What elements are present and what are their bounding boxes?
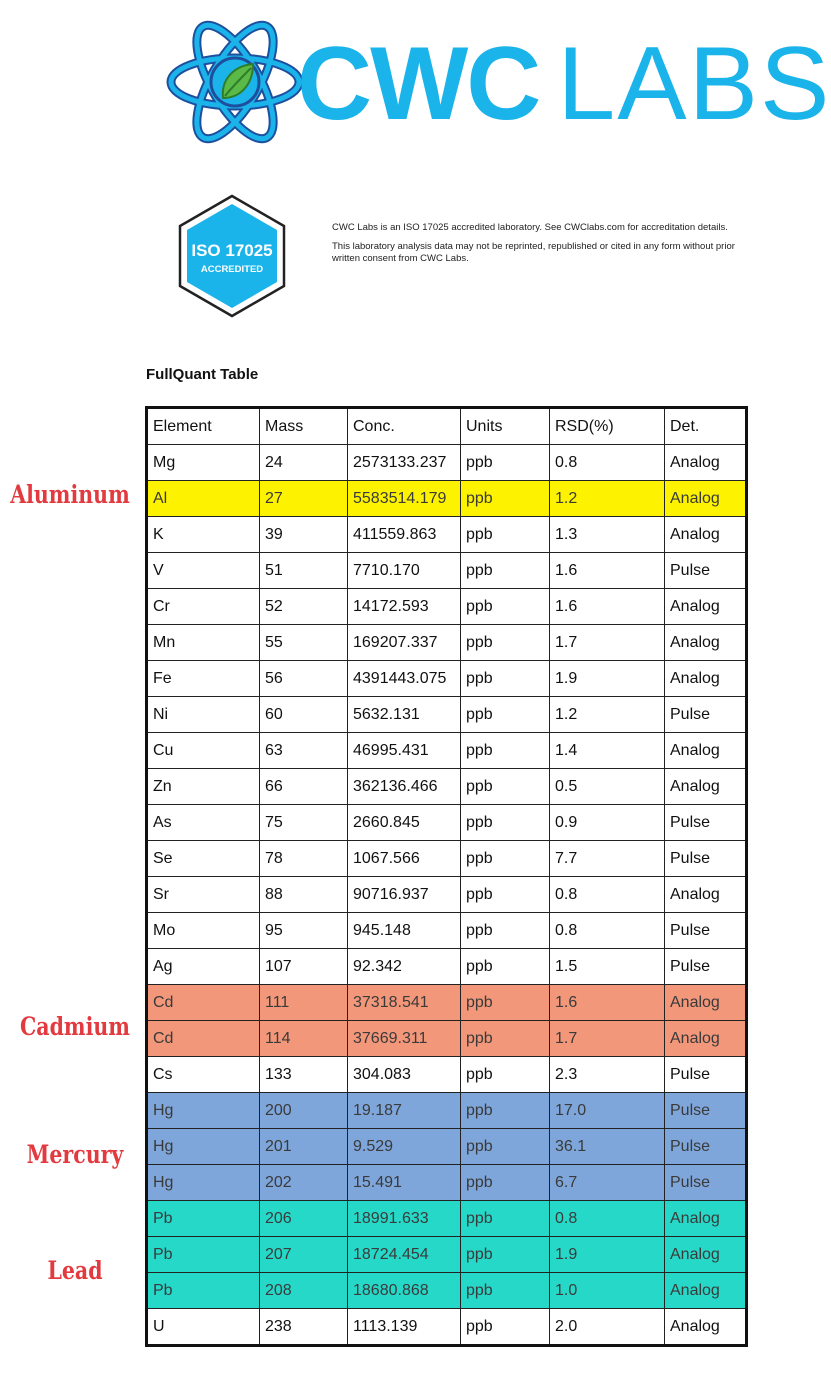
table-cell: 18991.633: [348, 1201, 461, 1237]
table-cell: 5583514.179: [348, 481, 461, 517]
table-row: [147, 697, 747, 733]
table-cell: 46995.431: [348, 733, 461, 769]
table-cell: 1.3: [550, 517, 665, 553]
table-cell: 24: [260, 445, 348, 481]
table-cell: Analog: [665, 481, 747, 517]
table-cell: 111: [260, 985, 348, 1021]
cwc-labs-logo: [165, 10, 831, 160]
table-cell: 0.9: [550, 805, 665, 841]
table-cell: Ni: [147, 697, 260, 733]
table-cell: 18680.868: [348, 1273, 461, 1309]
badge-line2: ACCREDITED: [200, 264, 264, 275]
table-cell: 1.0: [550, 1273, 665, 1309]
table-cell: ppb: [461, 733, 550, 769]
table-cell: Pulse: [665, 949, 747, 985]
table-cell: 2.0: [550, 1309, 665, 1346]
column-header: Units: [461, 408, 550, 445]
table-cell: ppb: [461, 877, 550, 913]
accreditation-notice: [332, 222, 752, 272]
table-cell: Analog: [665, 985, 747, 1021]
table-cell: 1.4: [550, 733, 665, 769]
table-cell: 1.7: [550, 1021, 665, 1057]
table-row: [147, 1201, 747, 1237]
table-cell: 36.1: [550, 1129, 665, 1165]
table-row: [147, 625, 747, 661]
column-header: Det.: [665, 408, 747, 445]
table-cell: Analog: [665, 1201, 747, 1237]
table-cell: Cr: [147, 589, 260, 625]
table-cell: Pulse: [665, 1165, 747, 1201]
table-cell: Analog: [665, 1237, 747, 1273]
table-cell: 56: [260, 661, 348, 697]
table-cell: ppb: [461, 805, 550, 841]
annotation-lead: [14, 1256, 137, 1285]
table-cell: Cu: [147, 733, 260, 769]
annotation-cadmium-text: Cadmium: [19, 1012, 131, 1041]
table-cell: 169207.337: [348, 625, 461, 661]
table-cell: Pulse: [665, 1057, 747, 1093]
table-cell: Pulse: [665, 553, 747, 589]
table-cell: 88: [260, 877, 348, 913]
table-cell: 0.8: [550, 445, 665, 481]
brand-main: CWC: [297, 26, 540, 142]
table-cell: ppb: [461, 517, 550, 553]
table-cell: Pulse: [665, 805, 747, 841]
table-cell: ppb: [461, 949, 550, 985]
fullquant-table: [145, 406, 748, 1347]
annotation-aluminum-text: Aluminum: [10, 480, 130, 509]
table-cell: Pb: [147, 1237, 260, 1273]
table-cell: 202: [260, 1165, 348, 1201]
table-cell: Pulse: [665, 1093, 747, 1129]
table-row: [147, 1165, 747, 1201]
annotation-cadmium: [14, 1012, 137, 1041]
table-row: [147, 913, 747, 949]
table-cell: 0.8: [550, 1201, 665, 1237]
table-cell: 0.5: [550, 769, 665, 805]
table-cell: 6.7: [550, 1165, 665, 1201]
table-cell: Analog: [665, 733, 747, 769]
table-cell: ppb: [461, 589, 550, 625]
table-cell: 945.148: [348, 913, 461, 949]
notice-line-2: This laboratory analysis data may not be reprinted, republished or cited in any form without prior written consent from CWC Labs.: [332, 241, 735, 264]
table-cell: Se: [147, 841, 260, 877]
table-cell: Mo: [147, 913, 260, 949]
hexagon-badge-icon: [176, 194, 288, 318]
table-cell: 114: [260, 1021, 348, 1057]
annotation-mercury-text: Mercury: [26, 1140, 124, 1169]
table-cell: 7710.170: [348, 553, 461, 589]
table-cell: ppb: [461, 1309, 550, 1346]
table-row: [147, 769, 747, 805]
table-cell: 92.342: [348, 949, 461, 985]
table-cell: ppb: [461, 1129, 550, 1165]
table-cell: 19.187: [348, 1093, 461, 1129]
table-cell: Analog: [665, 1309, 747, 1346]
table-cell: 2660.845: [348, 805, 461, 841]
table-cell: Pulse: [665, 913, 747, 949]
table-cell: 14172.593: [348, 589, 461, 625]
table-cell: 95: [260, 913, 348, 949]
table-cell: 4391443.075: [348, 661, 461, 697]
table-cell: 0.8: [550, 877, 665, 913]
table-cell: Mg: [147, 445, 260, 481]
brand-wordmark: [297, 26, 831, 142]
table-cell: Pulse: [665, 1129, 747, 1165]
table-cell: 55: [260, 625, 348, 661]
table-cell: Cd: [147, 985, 260, 1021]
table-cell: ppb: [461, 1057, 550, 1093]
table-cell: 75: [260, 805, 348, 841]
table-row: [147, 985, 747, 1021]
table-cell: Pulse: [665, 697, 747, 733]
table-cell: 1.6: [550, 553, 665, 589]
table-cell: ppb: [461, 841, 550, 877]
table-cell: Al: [147, 481, 260, 517]
table-cell: 39: [260, 517, 348, 553]
table-cell: Analog: [665, 769, 747, 805]
table-title: FullQuant Table: [146, 366, 259, 383]
table-cell: 1113.139: [348, 1309, 461, 1346]
column-header: Conc.: [348, 408, 461, 445]
table-cell: 200: [260, 1093, 348, 1129]
table-row: [147, 481, 747, 517]
table-cell: 5632.131: [348, 697, 461, 733]
table-cell: Analog: [665, 1273, 747, 1309]
table-row: [147, 517, 747, 553]
table-cell: Pb: [147, 1201, 260, 1237]
table-cell: ppb: [461, 553, 550, 589]
table-cell: 52: [260, 589, 348, 625]
table-cell: ppb: [461, 985, 550, 1021]
table-cell: ppb: [461, 697, 550, 733]
table-cell: Analog: [665, 1021, 747, 1057]
table-cell: 37318.541: [348, 985, 461, 1021]
table-cell: ppb: [461, 1201, 550, 1237]
table-cell: 107: [260, 949, 348, 985]
column-header: Element: [147, 408, 260, 445]
table-header-row: [147, 408, 747, 445]
table-row: [147, 1057, 747, 1093]
table-cell: 1.2: [550, 481, 665, 517]
table-cell: Sr: [147, 877, 260, 913]
table-row: [147, 1129, 747, 1165]
table-row: [147, 733, 747, 769]
table-cell: 15.491: [348, 1165, 461, 1201]
table-cell: 1.5: [550, 949, 665, 985]
table-cell: As: [147, 805, 260, 841]
table-cell: Analog: [665, 661, 747, 697]
table-row: [147, 1309, 747, 1346]
table-cell: ppb: [461, 481, 550, 517]
table-cell: K: [147, 517, 260, 553]
brand-sub: LABS: [557, 26, 831, 142]
table-cell: Analog: [665, 517, 747, 553]
table-row: [147, 1237, 747, 1273]
table-cell: Zn: [147, 769, 260, 805]
table-cell: 208: [260, 1273, 348, 1309]
table-cell: 9.529: [348, 1129, 461, 1165]
table-cell: 238: [260, 1309, 348, 1346]
table-cell: Pb: [147, 1273, 260, 1309]
table-body: [147, 445, 747, 1346]
column-header: RSD(%): [550, 408, 665, 445]
table-cell: V: [147, 553, 260, 589]
table-cell: 304.083: [348, 1057, 461, 1093]
table-cell: ppb: [461, 1165, 550, 1201]
table-cell: 1.6: [550, 589, 665, 625]
table-cell: 90716.937: [348, 877, 461, 913]
table-cell: 1.6: [550, 985, 665, 1021]
table-row: [147, 589, 747, 625]
table-cell: Hg: [147, 1093, 260, 1129]
table-cell: 66: [260, 769, 348, 805]
table-cell: ppb: [461, 1273, 550, 1309]
table-cell: Mn: [147, 625, 260, 661]
annotation-mercury: [14, 1140, 137, 1169]
table-cell: Cs: [147, 1057, 260, 1093]
iso-accreditation-badge: [176, 194, 288, 318]
table-cell: ppb: [461, 1021, 550, 1057]
table-cell: 1067.566: [348, 841, 461, 877]
table-cell: 207: [260, 1237, 348, 1273]
table-cell: 2573133.237: [348, 445, 461, 481]
table-cell: ppb: [461, 625, 550, 661]
table-row: [147, 661, 747, 697]
table-cell: Hg: [147, 1165, 260, 1201]
table-cell: 411559.863: [348, 517, 461, 553]
table-row: [147, 805, 747, 841]
table-cell: 1.2: [550, 697, 665, 733]
table-cell: 60: [260, 697, 348, 733]
annotation-lead-text: Lead: [47, 1256, 103, 1285]
table-cell: Hg: [147, 1129, 260, 1165]
table-row: [147, 877, 747, 913]
table-cell: Analog: [665, 877, 747, 913]
table-cell: Cd: [147, 1021, 260, 1057]
table-cell: 1.7: [550, 625, 665, 661]
badge-line1: ISO 17025: [191, 241, 273, 260]
table-row: [147, 1273, 747, 1309]
notice-line-1: CWC Labs is an ISO 17025 accredited laboratory. See CWClabs.com for accreditation details.: [332, 222, 728, 233]
table-row: [147, 553, 747, 589]
table-cell: 206: [260, 1201, 348, 1237]
table-cell: 7.7: [550, 841, 665, 877]
column-header: Mass: [260, 408, 348, 445]
table-row: [147, 949, 747, 985]
table-cell: Fe: [147, 661, 260, 697]
table-row: [147, 1093, 747, 1129]
table-cell: 362136.466: [348, 769, 461, 805]
table-cell: ppb: [461, 1093, 550, 1129]
table-cell: 1.9: [550, 1237, 665, 1273]
table-cell: 2.3: [550, 1057, 665, 1093]
table-cell: Analog: [665, 589, 747, 625]
table-cell: 1.9: [550, 661, 665, 697]
table-row: [147, 445, 747, 481]
table-cell: 17.0: [550, 1093, 665, 1129]
table-cell: 18724.454: [348, 1237, 461, 1273]
table-cell: U: [147, 1309, 260, 1346]
table-cell: 201: [260, 1129, 348, 1165]
table-cell: 27: [260, 481, 348, 517]
table-row: [147, 1021, 747, 1057]
table-cell: 0.8: [550, 913, 665, 949]
table-cell: 78: [260, 841, 348, 877]
table-cell: ppb: [461, 769, 550, 805]
table-cell: Ag: [147, 949, 260, 985]
table-cell: 51: [260, 553, 348, 589]
table-cell: 133: [260, 1057, 348, 1093]
table-cell: Analog: [665, 625, 747, 661]
table-cell: Analog: [665, 445, 747, 481]
table-cell: Pulse: [665, 841, 747, 877]
table-cell: 37669.311: [348, 1021, 461, 1057]
table-cell: ppb: [461, 913, 550, 949]
table-cell: 63: [260, 733, 348, 769]
table-cell: ppb: [461, 1237, 550, 1273]
table-cell: ppb: [461, 661, 550, 697]
table-row: [147, 841, 747, 877]
annotation-aluminum: [9, 480, 132, 509]
atom-leaf-logo-icon: [165, 10, 305, 150]
table-cell: ppb: [461, 445, 550, 481]
